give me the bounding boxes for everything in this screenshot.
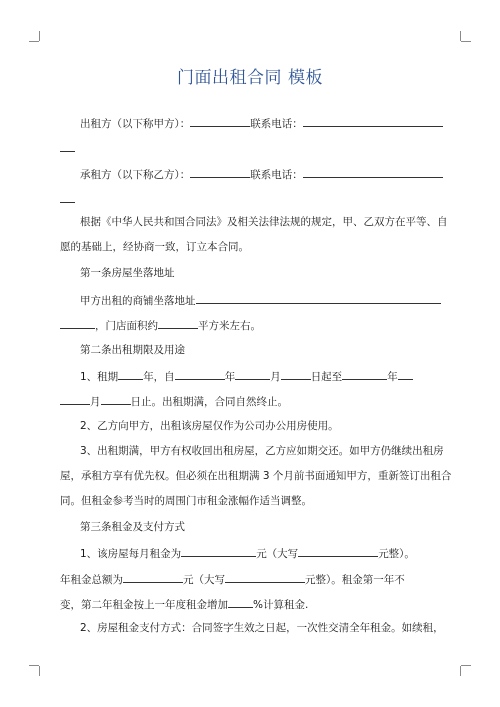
crop-mark-bottom-right: [461, 665, 471, 666]
article-3-rent-line: [80, 545, 415, 561]
rent-text: 年租金总额为: [60, 574, 123, 586]
article-2-term-line: [80, 368, 413, 384]
article-2-renewal-line: 屋，承租方享有优先权。但必须在出租期满 3 个月前书面通知甲方，重新签订出租合: [60, 470, 452, 482]
lessee-label: 承租方（以下称乙方）：: [80, 169, 191, 181]
blank-field[interactable]: [342, 368, 387, 380]
area-text: ，门店面积约: [95, 320, 158, 332]
article-2-term-line: [60, 393, 288, 409]
rent-text: 1、该房屋每月租金为: [80, 548, 182, 560]
blank-field[interactable]: [101, 393, 131, 405]
blank-field[interactable]: [225, 571, 305, 583]
term-text: 日起至: [310, 371, 343, 383]
article-2-renewal-line: 3、出租期满，甲方有权收回出租房屋，乙方应如期交还。如甲方仍继续出租房: [80, 445, 444, 457]
term-text: 日止。出租期满，合同自然终止。: [130, 396, 288, 408]
article-2-renewal-line: 同。但租金参考当时的周围门市租金涨幅作适当调整。: [60, 495, 312, 507]
blank-field[interactable]: [190, 166, 250, 178]
blank-field[interactable]: [303, 115, 443, 127]
crop-mark-top-left: [29, 41, 39, 42]
term-text: 年，自: [143, 371, 175, 383]
phone-label: 联系电话：: [250, 118, 303, 130]
crop-mark-bottom-left: [39, 666, 40, 676]
term-text: 月: [270, 371, 281, 383]
blank-field[interactable]: [158, 317, 198, 329]
area-unit-text: 平方米左右。: [198, 320, 261, 332]
term-text: 年: [224, 371, 236, 383]
crop-mark-bottom-left: [29, 665, 39, 666]
blank-field[interactable]: [175, 368, 225, 380]
blank-field[interactable]: [298, 545, 378, 557]
blank-field[interactable]: [60, 317, 95, 329]
article-3-heading: 第三条租金及支付方式: [80, 521, 185, 533]
article-2-heading: 第二条出租期限及用途: [80, 344, 185, 356]
intro-paragraph-line: 愿的基础上，经协商一致，订立本合同。: [60, 241, 249, 253]
rent-text: 元整）。: [378, 548, 415, 560]
article-1-line: [60, 317, 261, 333]
document-title: 门面出租合同 模板: [177, 68, 323, 88]
term-text: 1、租期: [80, 371, 119, 383]
crop-mark-top-right: [460, 31, 461, 41]
intro-paragraph-line: 根据《中华人民共和国合同法》及相关法律法规的规定，甲、乙双方在平等、自: [80, 216, 448, 228]
crop-mark-top-left: [39, 31, 40, 41]
blank-field[interactable]: [60, 393, 90, 405]
term-text: 月: [90, 396, 101, 408]
blank-field[interactable]: [303, 166, 443, 178]
phone-label: 联系电话：: [250, 169, 303, 181]
rent-text: 变，第二年租金按上一年度租金增加: [60, 599, 228, 611]
article-3-rent-line: [60, 571, 405, 587]
lessor-label: 出租方（以下称甲方）：: [80, 118, 191, 130]
crop-mark-top-right: [461, 41, 471, 42]
blank-field[interactable]: [181, 545, 256, 557]
term-text: 年: [387, 371, 398, 383]
blank-field[interactable]: [190, 115, 250, 127]
crop-mark-bottom-right: [460, 666, 461, 676]
rent-text: 元（大写: [256, 548, 299, 560]
blank-field[interactable]: [281, 368, 311, 380]
lessee-line: [80, 166, 443, 182]
article-1-heading: 第一条房屋坐落地址: [80, 267, 175, 279]
blank-field[interactable]: [228, 596, 253, 608]
blank-field[interactable]: [118, 368, 143, 380]
blank-field[interactable]: [60, 191, 75, 203]
article-1-line: [80, 292, 441, 308]
address-label: 甲方出租的商铺坐落地址: [80, 295, 196, 307]
blank-field[interactable]: [196, 292, 441, 304]
article-3-rent-line: [60, 596, 308, 612]
blank-field[interactable]: [235, 368, 270, 380]
article-2-usage-line: 2、乙方向甲方，出租该房屋仅作为公司办公用房使用。: [80, 420, 339, 432]
article-3-payment-line: 2、房屋租金支付方式：合同签字生效之日起，一次性交清全年租金。如续租，: [80, 622, 444, 634]
rent-text: 元（大写: [183, 574, 225, 586]
lessor-line: [80, 115, 443, 131]
rent-text: 元整）。租金第一年不: [305, 574, 405, 586]
rent-text: %计算租金.: [253, 599, 309, 611]
blank-field[interactable]: [60, 140, 75, 152]
blank-field[interactable]: [398, 368, 413, 380]
blank-field[interactable]: [123, 571, 183, 583]
